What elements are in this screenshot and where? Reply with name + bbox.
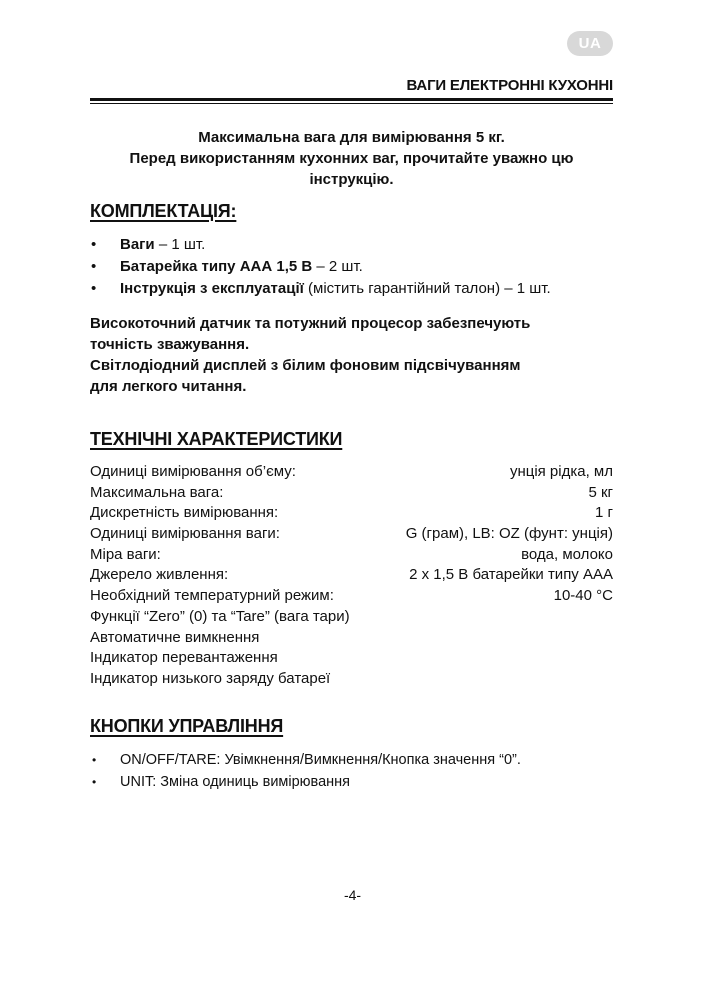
spec-row	[90, 565, 613, 586]
page-number: -4-	[343, 887, 362, 903]
bullet-icon: •	[92, 775, 97, 789]
features-line: Світлодіодний дисплей з білим фоновим підсвічуванням	[90, 357, 521, 374]
specs-section-title: ТЕХНІЧНІ ХАРАКТЕРИСТИКИ	[90, 429, 343, 449]
spec-value: 10-40 °C	[553, 587, 613, 605]
spec-label: Одиниці вимірювання об’єму:	[90, 463, 296, 480]
spec-row	[90, 545, 613, 566]
spec-row	[90, 503, 613, 524]
specs-table	[90, 462, 613, 690]
spec-row	[90, 669, 613, 690]
spec-value: унція рідка, мл	[509, 463, 613, 480]
controls-list	[90, 749, 613, 793]
spec-row	[90, 483, 613, 504]
kit-list-item	[90, 256, 613, 278]
kit-list	[90, 234, 613, 300]
spec-value: G (грам), LB: OZ (фунт: унція)	[405, 525, 613, 543]
document-title: ВАГИ ЕЛЕКТРОННІ КУХОННІ	[406, 77, 613, 94]
kit-item-name: Інструкція з експлуатації	[120, 280, 304, 297]
bullet-icon: •	[91, 258, 97, 275]
kit-list-item	[90, 278, 613, 300]
kit-item-qty: – 1 шт.	[154, 236, 206, 253]
spec-row	[90, 586, 613, 607]
spec-value: 5 кг	[588, 483, 613, 501]
bullet-icon: •	[91, 236, 97, 253]
spec-value: 2 х 1,5 В батарейки типу ААА	[409, 566, 613, 584]
intro-line: Перед використанням кухонних ваг, прочитайте уважно цю	[129, 150, 574, 167]
controls-section-title: КНОПКИ УПРАВЛІННЯ	[90, 716, 284, 736]
spec-label: Необхідний температурний режим:	[90, 587, 334, 605]
spec-value: вода, молоко	[521, 545, 613, 563]
kit-item-name: Батарейка типу ААА 1,5 В	[120, 258, 313, 275]
spec-label: Міра ваги:	[90, 545, 161, 563]
controls-list-item	[90, 749, 613, 771]
features-line: для легкого читання.	[90, 378, 247, 395]
spec-value: 1 г	[595, 504, 613, 522]
spec-row	[90, 607, 613, 628]
spec-label: Дискретність вимірювання:	[90, 504, 279, 522]
kit-item-qty: (містить гарантійний талон) – 1 шт.	[303, 280, 551, 297]
spec-label: Індикатор низького заряду батареї	[90, 669, 331, 687]
controls-item-text: UNIT: Зміна одиниць вимірювання	[120, 774, 351, 790]
spec-label: Автоматичне вимкнення	[90, 628, 260, 646]
controls-item-text: ON/OFF/TARE: Увімкнення/Вимкнення/Кнопка значення “0”.	[120, 752, 521, 768]
features-line: точність зважування.	[90, 336, 250, 353]
spec-label: Джерело живлення:	[90, 566, 229, 584]
bullet-icon: •	[92, 753, 97, 767]
intro-line: інструкцію.	[309, 171, 394, 188]
title-rule-thin	[90, 103, 613, 104]
kit-section-title: КОМПЛЕКТАЦІЯ:	[90, 201, 237, 221]
spec-label: Одиниці вимірювання ваги:	[90, 525, 280, 543]
title-rule-thick	[90, 98, 613, 101]
spec-label: Індикатор перевантаження	[90, 649, 278, 667]
language-badge: UA	[567, 31, 613, 56]
intro-block	[90, 127, 613, 190]
spec-row	[90, 628, 613, 649]
spec-label: Максимальна вага:	[90, 483, 224, 501]
features-line: Високоточний датчик та потужний процесор забезпечують	[90, 315, 531, 332]
bullet-icon: •	[91, 280, 97, 297]
kit-item-qty: – 2 шт.	[312, 258, 363, 275]
intro-line: Максимальна вага для вимірювання 5 кг.	[198, 129, 505, 146]
kit-item-name: Ваги	[120, 236, 155, 253]
kit-list-item	[90, 234, 613, 256]
spec-label: Функції “Zero” (0) та “Tare” (вага тари)	[90, 607, 350, 625]
spec-row	[90, 462, 613, 483]
spec-row	[90, 524, 613, 545]
spec-row	[90, 648, 613, 669]
controls-list-item	[90, 771, 613, 793]
features-block	[90, 313, 613, 397]
